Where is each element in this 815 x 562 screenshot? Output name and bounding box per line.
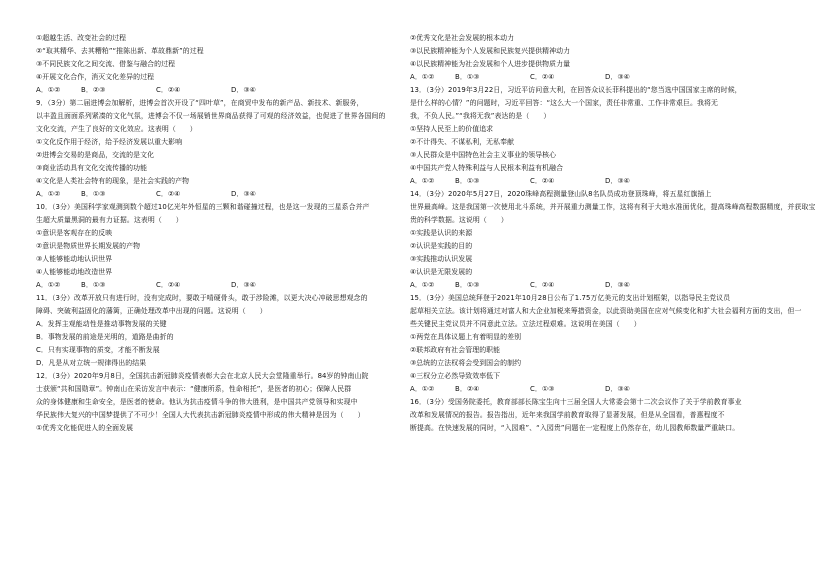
option-text: ②意识是物质世界长期发展的产物 [36,242,141,250]
answer-choices [36,84,366,97]
choice-c: C．②④ [530,281,555,289]
option-text: ①两党在具体议题上有着明显的差别 [410,333,522,341]
option-text: ③实践推动认识发展 [410,255,473,263]
option-text: ②“取其精华、去其糟粕”“推陈出新、革故鼎新”的过程 [36,47,204,55]
option-text: ④中国共产党人特殊利益与人民根本利益有机融合 [410,164,564,172]
option-text: D．凡是从对立统一规律得出的结果 [36,359,147,367]
option-text: B．事物发展的前途是光明的，道路是曲折的 [36,333,174,341]
choice-d: D．③④ [231,281,256,289]
left-column [36,32,386,435]
question-text: 是什么样的心情？”的问题时，习近平回答：“这么大一个国家，责任非常重、工作非常艰巨。我将无 [410,99,718,107]
choice-d: D．③④ [605,385,630,393]
question-text: 以丰盈且面面系列紧凑的文化气氛，进博会不仅一场展销世界商品获得了可观的经济效益，也促进了世界各国间的 [36,112,386,120]
option-text: ①优秀文化能促进人的全面发展 [36,424,134,432]
answer-choices [36,279,366,292]
answer-choices [410,279,762,292]
question-text: 文化交流，产生了良好的文化效应。这表明（ ） [36,125,197,133]
answer-choices [410,175,762,188]
option-text: ④人能够能动地改造世界 [36,268,113,276]
choice-d: D．③④ [605,73,630,81]
choice-b: B．①③ [81,281,106,289]
option-text: ④认识是无限发展的 [410,268,473,276]
question-text: 世界最高峰。这是我国第一次使用北斗系统，并开展重力测量工作，这将有利于大地水准面优化，提高珠峰高程数据精度，并获取宝 [410,203,815,211]
option-text: ②联邦政府有社会管理的职能 [410,346,501,354]
choice-b: B．①③ [455,281,480,289]
choice-d: D．③④ [231,86,256,94]
choice-d: D．③④ [231,190,256,198]
option-text: ③人能够能动地认识世界 [36,255,113,263]
choice-a: A．①② [410,281,435,289]
option-text: ①坚持人民至上的价值追求 [410,125,494,133]
option-text: ①超越生活、改变社会的过程 [36,34,127,42]
option-text: ②不计得失、不谋私利，无私奉献 [410,138,515,146]
choice-c: C．②④ [530,177,555,185]
question-text: 9．（3分）第二届进博会加解析，进博会首次开设了“四叶草”，在商贸中发布的新产品、新技术、新服务， [36,99,364,107]
question-text: 11．（3分）改革开放只有进行时，没有完成时，要敢于啃硬骨头，敢于涉险滩，以更大决心冲破思想观念的 [36,294,368,302]
option-text: ④三权分立必然导致效率低下 [410,372,501,380]
question-text: 13．（3分）2019年3月22日，习近平访问意大利，在回答众议长菲科提出的“您当选中国国家主席的时候， [410,86,742,94]
question-text: 士获颁“共和国勋章”。钟南山在采访发言中表示：“健康所系，性命相托”，是医者的初心；保障人民群 [36,385,352,393]
choice-a: A．①② [410,385,435,393]
choice-c: C．①③ [530,385,555,393]
question-text: 障碍、突破利益固化的藩篱，正确处理改革中出现的问题。这说明（ ） [36,307,267,315]
choice-d: D．③④ [605,281,630,289]
option-text: ③以民族精神能为个人发展和民族复兴提供精神动力 [410,47,571,55]
option-text: ④开展文化合作，消灭文化差异的过程 [36,73,155,81]
question-text: 些关键民主党议员并不同意此立法。立法过程艰难。这说明在美国（ ） [410,320,641,328]
question-text: 华民族伟大复兴的中国梦提供了不可少！全国人大代表抗击新冠肺炎疫情中形成的伟大精神是因为（ ） [36,411,365,419]
right-column [410,32,815,435]
question-text: 生超大质量黑洞的最有力证据。这表明（ ） [36,216,183,224]
choice-b: B．①③ [455,73,480,81]
question-text: 贵的科学数据。这说明（ ） [410,216,508,224]
option-text: ④以民族精神能为社会发展和个人进步提供物质力量 [410,60,571,68]
option-text: ③人民群众是中国特色社会主义事业的领导核心 [410,151,557,159]
choice-c: C．②④ [156,86,181,94]
choice-a: A．①② [36,86,61,94]
question-text: 15．（3分）美国总统拜登于2021年10月28日公布了1.75万亿美元的支出计划框架，以指导民主党议员 [410,294,731,302]
choice-b: B．②③ [81,86,106,94]
question-text: 14．（3分）2020年5月27日，2020珠峰高程测量登山队8名队员成功登顶珠峰，将五星红旗插上 [410,190,712,198]
choice-c: C．②④ [156,190,181,198]
option-text: ①意识是客观存在的反映 [36,229,113,237]
choice-c: C．②④ [156,281,181,289]
option-text: C．只有实现事物的质变，才能不断发展 [36,346,160,354]
question-text: 改革和发展情况的报告。报告指出，近年来我国学前教育取得了显著发展，但是从全国看，普惠程度不 [410,411,725,419]
option-text: ④文化是人类社会特有的现象，是社会实践的产物 [36,177,190,185]
option-text: ③不同民族文化之间交流、借鉴与融合的过程 [36,60,176,68]
option-text: A．发挥主观能动性是推动事物发展的关键 [36,320,167,328]
choice-b: B．②④ [455,385,480,393]
question-text: 起草相关立法。该计划将通过对富人和大企业加税来筹措资金，以此资助美国在应对气候变化和扩大社会福利方面的支出，但一 [410,307,802,315]
choice-a: A．①② [36,281,61,289]
question-text: 断提高。在快速发展的同时，“入园难”、“入园贵”问题在一定程度上仍然存在，幼儿园教师数量严重缺口。 [410,424,740,432]
question-text: 10．（3分）美国科学家观测到数个超过10亿光年外恒星的三颗和谐碰撞过程，也是这一发现的三星系合并产 [36,203,370,211]
option-text: ①文化反作用于经济，给予经济发展以重大影响 [36,138,183,146]
choice-a: A．①② [36,190,61,198]
choice-d: D．③④ [605,177,630,185]
option-text: ②优秀文化是社会发展的根本动力 [410,34,515,42]
option-text: ②认识是实践的目的 [410,242,473,250]
option-text: ①实践是认识的来源 [410,229,473,237]
answer-choices [36,188,366,201]
question-text: 12．（3分）2020年9月8日，全国抗击新冠肺炎疫情表彰大会在北京人民大会堂隆重举行。84岁的钟南山院 [36,372,369,380]
answer-choices [410,383,762,396]
question-text: 众的身体健康和生命安全，是医者的使命。他认为抗击疫情斗争的伟大胜利，是中国共产党领导和实现中 [36,398,358,406]
option-text: ③总统的立法权将会受到国会的制约 [410,359,522,367]
choice-c: C．②④ [530,73,555,81]
answer-choices [410,71,762,84]
choice-b: B．①③ [81,190,106,198]
choice-a: A．①② [410,73,435,81]
question-text: 16．（3分）受国务院委托，教育部部长陈宝生向十三届全国人大常委会第十二次会议作了关于学前教育事业 [410,398,742,406]
option-text: ②进博会交易的是商品，交流的是文化 [36,151,155,159]
option-text: ③商业活动具有文化交流传播的功能 [36,164,148,172]
choice-b: B．①③ [455,177,480,185]
question-text: 我，不负人民。”“我将无我”表达的是（ ） [410,112,551,120]
choice-a: A．①② [410,177,435,185]
